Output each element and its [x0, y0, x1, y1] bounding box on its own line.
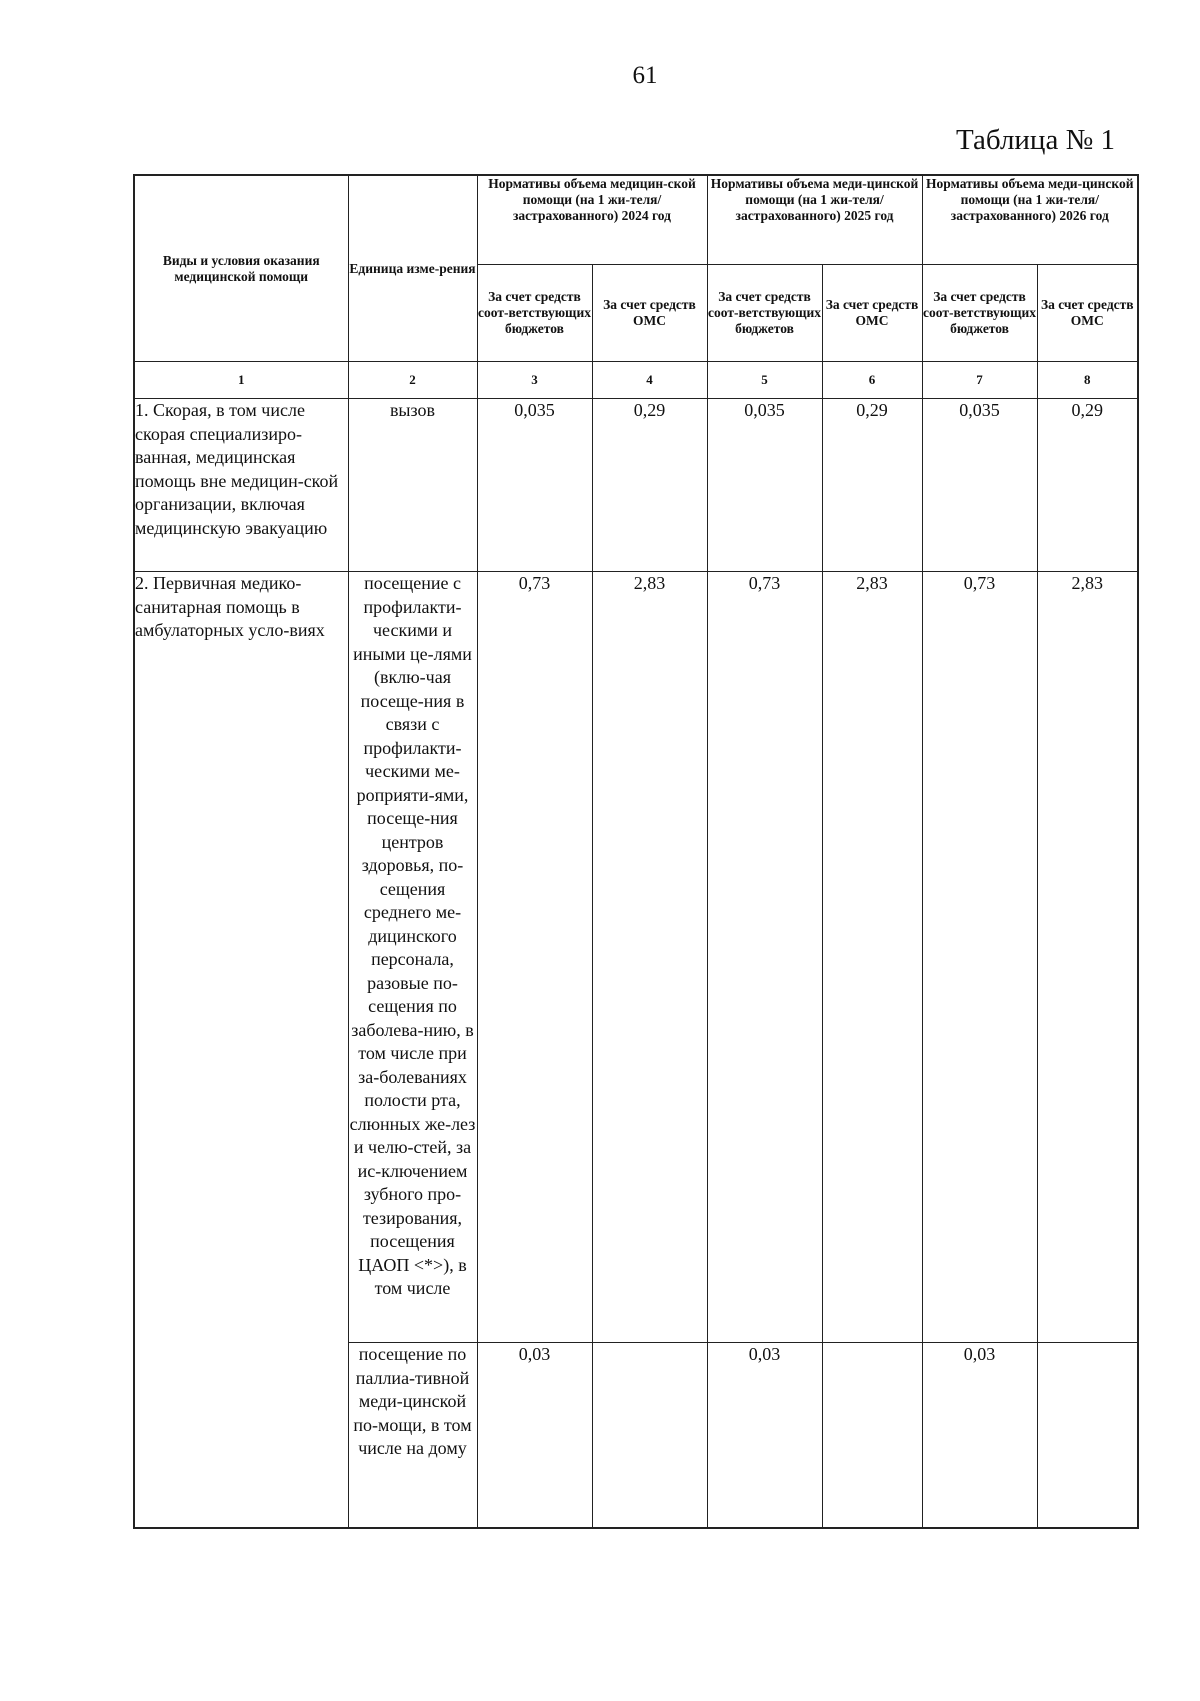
column-number: 6 [822, 362, 922, 399]
unit-cell: посещение по паллиа-тивной меди-цинской по-мощи, в том числе на дому [348, 1343, 477, 1529]
header-care-type: Виды и условия оказания медицинской помощи [134, 175, 348, 362]
column-number: 3 [477, 362, 592, 399]
value-cell: 0,73 [477, 572, 592, 1343]
column-number: 4 [592, 362, 707, 399]
value-cell [822, 1343, 922, 1529]
care-type-cell: 1. Скорая, в том числе скорая специализиро-ванная, медицинская помощь вне медицин-ской организации, включая медицинскую эвакуацию [134, 399, 348, 572]
value-cell: 0,73 [707, 572, 822, 1343]
header-row-groups [134, 175, 1138, 265]
value-cell [592, 1343, 707, 1529]
standards-table [133, 174, 1139, 1529]
column-number: 1 [134, 362, 348, 399]
care-type-cell: 2. Первичная медико-санитарная помощь в амбулаторных усло-виях [134, 572, 348, 1529]
value-cell: 0,035 [707, 399, 822, 572]
table-row [134, 572, 1138, 1343]
value-cell: 0,035 [922, 399, 1037, 572]
header-group-2025: Нормативы объема меди-цинской помощи (на 1 жи-теля/застрахованного) 2025 год [707, 175, 922, 265]
column-number: 8 [1037, 362, 1138, 399]
column-number: 7 [922, 362, 1037, 399]
value-cell: 0,29 [822, 399, 922, 572]
unit-cell: посещение с профилакти-ческими и иными це-лями (вклю-чая посеще-ния в связи с профилакти-ческими ме-роприяти-ями, посеще-ния центров здоровья, по-сещения среднего ме-дицинского персонала, разовые по-сещения по заболева-нию, в том числе при за-болеваниях полости рта, слюнных же-лез и челю-стей, за ис-ключением зубного про-тезирования, посещения ЦАОП <*>), в том числе [348, 572, 477, 1343]
value-cell: 0,29 [1037, 399, 1138, 572]
value-cell: 0,03 [477, 1343, 592, 1529]
value-cell: 0,73 [922, 572, 1037, 1343]
header-unit: Единица изме-рения [348, 175, 477, 362]
value-cell: 0,035 [477, 399, 592, 572]
header-budget-2026: За счет средств соот-ветствующих бюджетов [922, 265, 1037, 362]
column-number: 5 [707, 362, 822, 399]
header-budget-2025: За счет средств соот-ветствующих бюджетов [707, 265, 822, 362]
header-oms-2025: За счет средств ОМС [822, 265, 922, 362]
column-number: 2 [348, 362, 477, 399]
table-title: Таблица № 1 [956, 124, 1115, 156]
value-cell: 2,83 [822, 572, 922, 1343]
value-cell: 0,03 [922, 1343, 1037, 1529]
value-cell [1037, 1343, 1138, 1529]
header-group-2026: Нормативы объема меди-цинской помощи (на 1 жи-теля/застрахованного) 2026 год [922, 175, 1138, 265]
value-cell: 2,83 [592, 572, 707, 1343]
table-row [134, 399, 1138, 572]
value-cell: 0,03 [707, 1343, 822, 1529]
header-budget-2024: За счет средств соот-ветствующих бюджетов [477, 265, 592, 362]
value-cell: 0,29 [592, 399, 707, 572]
page-number: 61 [632, 62, 658, 89]
column-number-row [134, 362, 1138, 399]
header-group-2024: Нормативы объема медицин-ской помощи (на 1 жи-теля/застрахованного) 2024 год [477, 175, 707, 265]
unit-cell: вызов [348, 399, 477, 572]
header-oms-2026: За счет средств ОМС [1037, 265, 1138, 362]
header-oms-2024: За счет средств ОМС [592, 265, 707, 362]
value-cell: 2,83 [1037, 572, 1138, 1343]
